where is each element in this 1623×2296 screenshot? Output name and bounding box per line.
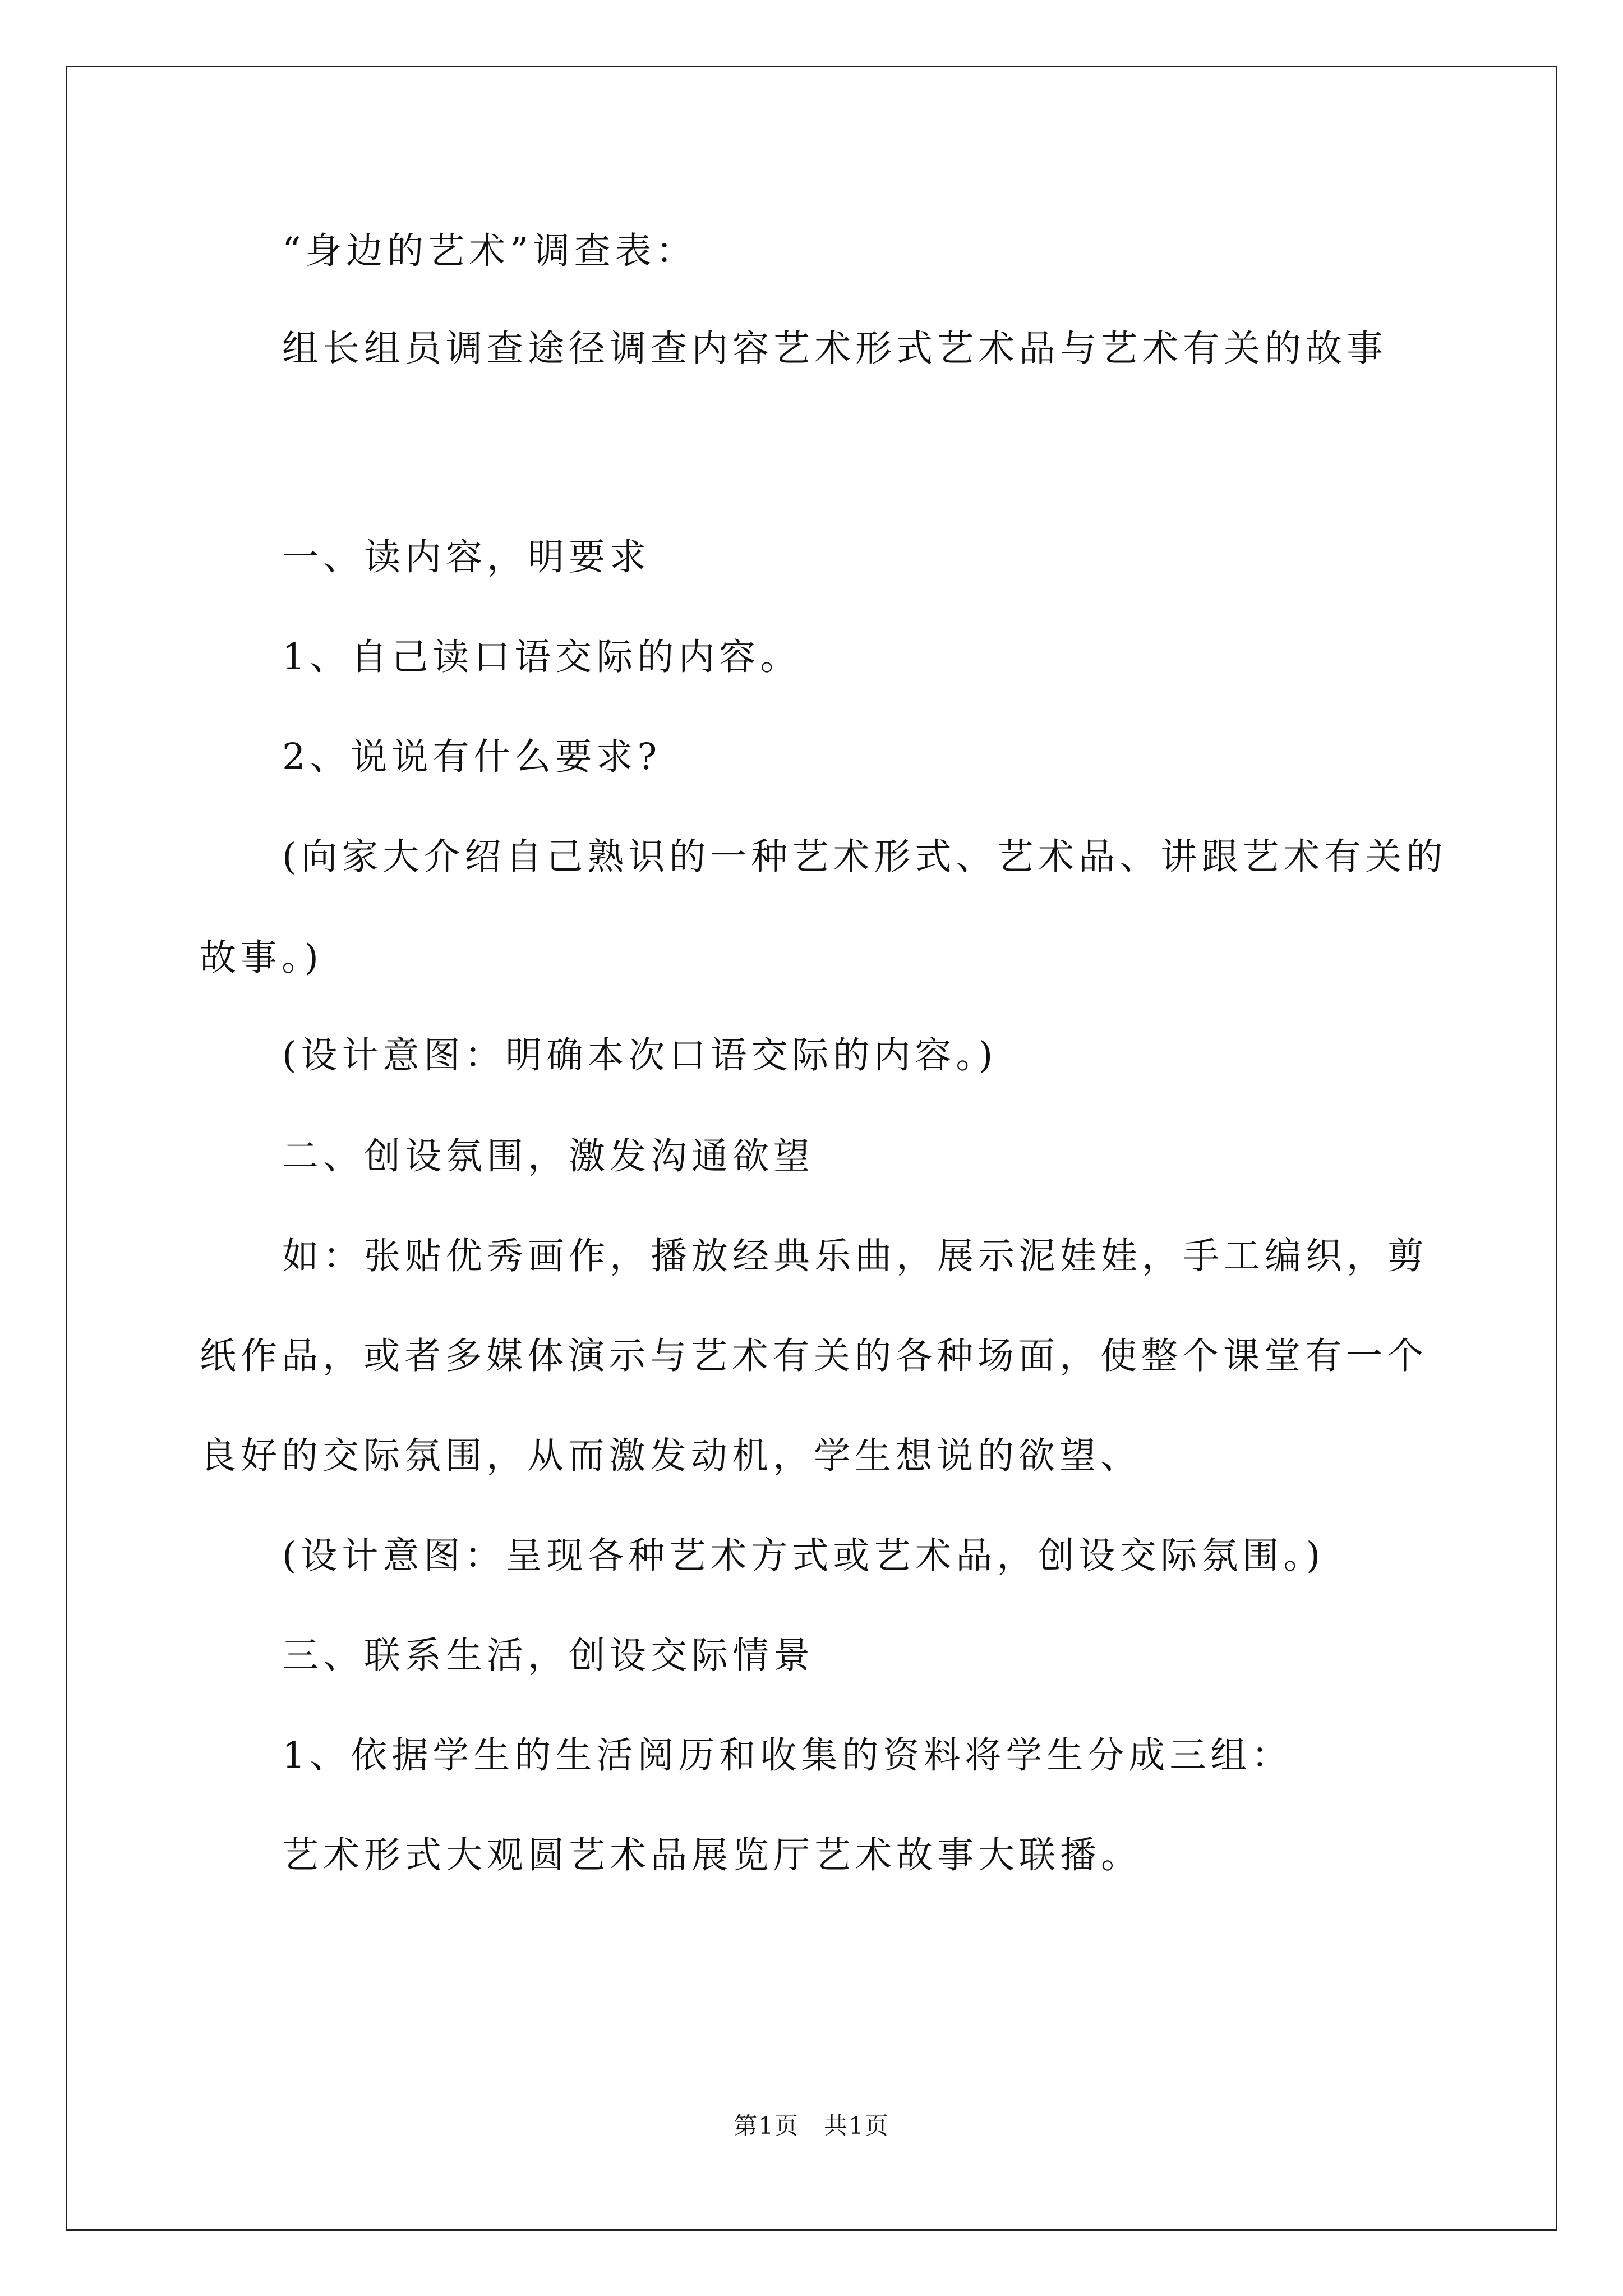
section-heading-2: 二、创设氛围，激发沟通欲望 xyxy=(282,1135,815,1177)
section-heading-3: 三、联系生活，创设交际情景 xyxy=(282,1635,815,1677)
paragraph: (向家大介绍自己熟识的一种艺术形式、艺术品、讲跟艺术有关的 xyxy=(282,836,1447,878)
paragraph-continuation: 故事。) xyxy=(200,937,323,979)
paragraph: 如：张贴优秀画作，播放经典乐曲，展示泥娃娃，手工编织，剪 xyxy=(282,1235,1429,1277)
paragraph-continuation: 纸作品，或者多媒体演示与艺术有关的各种场面，使整个课堂有一个 xyxy=(200,1335,1428,1377)
section-heading-1: 一、读内容，明要求 xyxy=(282,536,651,578)
page-border xyxy=(66,66,1557,2231)
design-intent-note: (设计意图：明确本次口语交际的内容。) xyxy=(282,1034,998,1076)
survey-table-columns: 组长组员调查途径调查内容艺术形式艺术品与艺术有关的故事 xyxy=(282,328,1388,370)
paragraph: 2、说说有什么要求? xyxy=(282,736,662,778)
paragraph: 1、自己读口语交际的内容。 xyxy=(282,636,801,678)
paragraph: 1、依据学生的生活阅历和收集的资料将学生分成三组： xyxy=(282,1734,1293,1777)
page-number: 第1页 共1页 xyxy=(734,2112,889,2139)
survey-table-title: “身边的艺术”调查表： xyxy=(282,230,697,272)
design-intent-note: (设计意图：呈现各种艺术方式或艺术品，创设交际氛围。) xyxy=(282,1535,1325,1577)
paragraph-continuation: 良好的交际氛围，从而激发动机，学生想说的欲望、 xyxy=(200,1435,1142,1477)
paragraph: 艺术形式大观圆艺术品展览厅艺术故事大联播。 xyxy=(282,1834,1142,1876)
